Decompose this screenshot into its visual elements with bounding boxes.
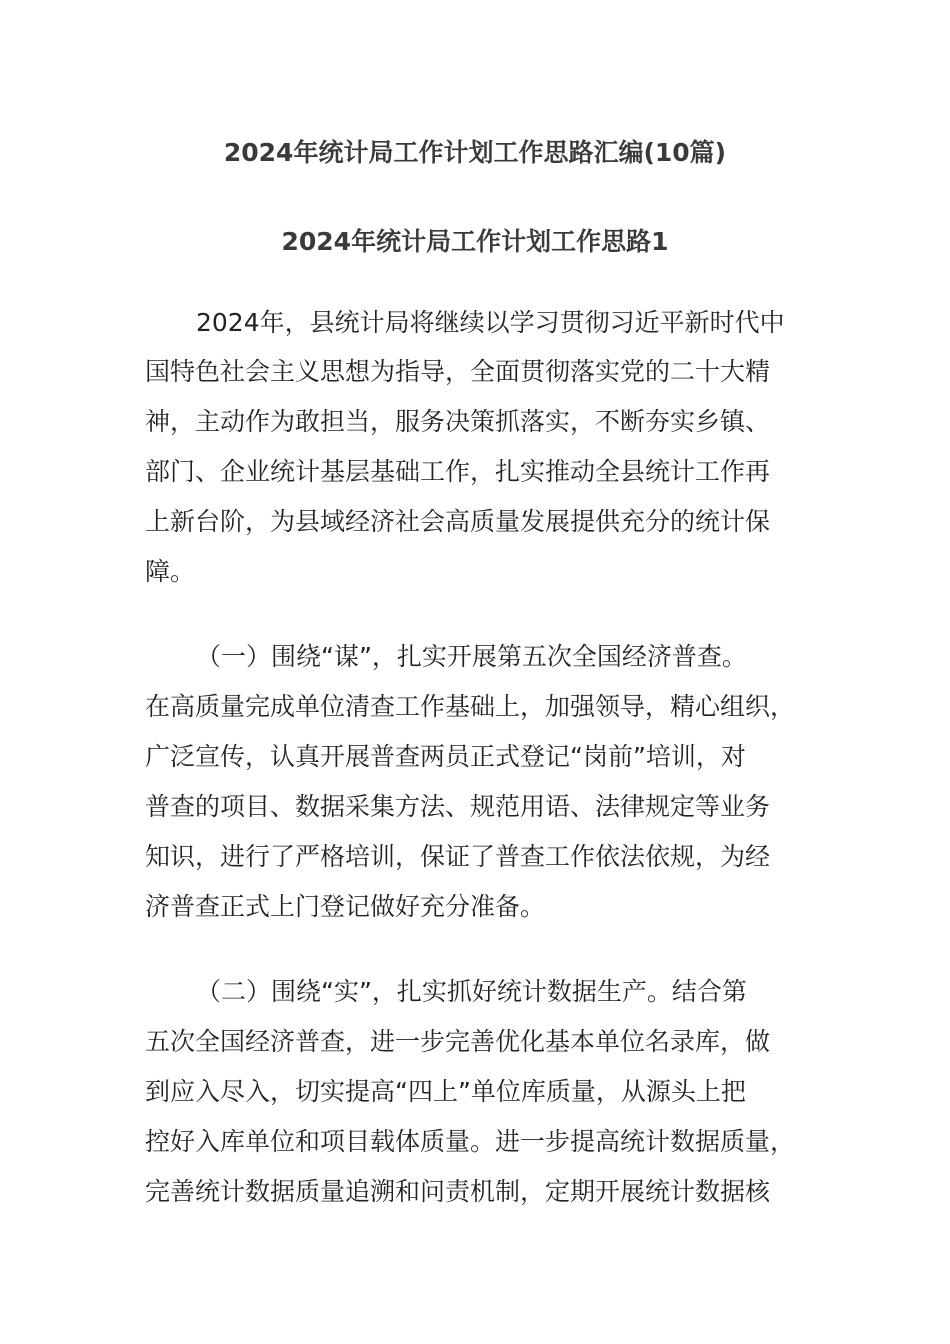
paragraph-line: 到应入尽入，切实提高“四上”单位库质量，从源头上把	[145, 1077, 746, 1106]
paragraph-line: 五次全国经济普查，进一步完善优化基本单位名录库，做	[145, 1027, 771, 1056]
paragraph-line: 普查的项目、数据采集方法、规范用语、法律规定等业务	[145, 792, 771, 821]
paragraph-line: 上新台阶，为县域经济社会高质量发展提供充分的统计保	[145, 507, 771, 536]
paragraph-line: 神，主动作为敢担当，服务决策抓落实，不断夯实乡镇、	[145, 407, 771, 436]
paragraph-line: 广泛宣传，认真开展普查两员正式登记“岗前”培训，对	[145, 742, 746, 771]
paragraph-line: 控好入库单位和项目载体质量。进一步提高统计数据质量，	[145, 1127, 796, 1156]
paragraph-line: （二）围绕“实”，扎实抓好统计数据生产。结合第	[196, 977, 747, 1006]
document-title: 2024年统计局工作计划工作思路汇编(10篇)	[223, 138, 727, 167]
paragraph-line: 障。	[145, 557, 196, 586]
paragraph-line: 国特色社会主义思想为指导，全面贯彻落实党的二十大精	[145, 357, 771, 386]
document-subtitle: 2024年统计局工作计划工作思路1	[281, 227, 669, 256]
paragraph-line: 2024年，县统计局将继续以学习贯彻习近平新时代中	[196, 308, 785, 337]
paragraph-line: 完善统计数据质量追溯和问责机制，定期开展统计数据核	[145, 1177, 771, 1206]
paragraph-line: 在高质量完成单位清查工作基础上，加强领导，精心组织，	[145, 692, 796, 721]
paragraph-line: 知识，进行了严格培训，保证了普查工作依法依规，为经	[145, 842, 771, 871]
paragraph-line: 部门、企业统计基层基础工作，扎实推动全县统计工作再	[145, 457, 771, 486]
paragraph-line: 济普查正式上门登记做好充分准备。	[145, 892, 546, 921]
paragraph-line: （一）围绕“谋”，扎实开展第五次全国经济普查。	[196, 642, 747, 671]
